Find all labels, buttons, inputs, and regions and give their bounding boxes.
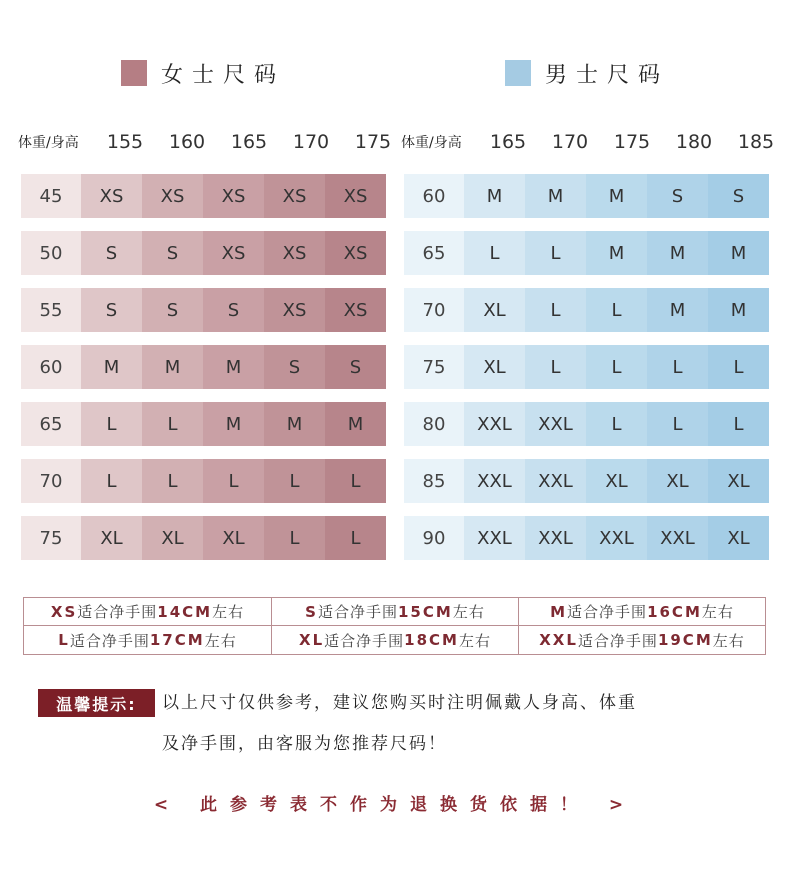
men-size-cell: L — [525, 288, 586, 332]
men-size-cell: XL — [708, 516, 769, 560]
women-size-cell: S — [325, 345, 386, 389]
women-height-header: 170 — [292, 131, 330, 153]
men-size-cell: M — [586, 231, 647, 275]
wrist-note: L 适合净手围 17CM 左右 — [24, 626, 272, 654]
men-size-cell: L — [586, 345, 647, 389]
men-table-body — [404, 174, 769, 573]
women-table-body — [21, 174, 386, 573]
men-table-row — [404, 231, 769, 275]
wrist-note: M 适合净手围 16CM 左右 — [519, 598, 765, 626]
men-table-row — [404, 288, 769, 332]
men-size-cell: L — [525, 345, 586, 389]
women-size-cell: XL — [203, 516, 264, 560]
women-size-cell: L — [264, 459, 325, 503]
women-weight-cell: 75 — [21, 516, 81, 560]
women-size-cell: XS — [325, 231, 386, 275]
women-title: 女士尺码 — [161, 62, 286, 88]
men-size-cell: XL — [464, 345, 525, 389]
men-size-cell: XXL — [586, 516, 647, 560]
men-size-cell: L — [525, 231, 586, 275]
women-size-cell: L — [142, 459, 203, 503]
wrist-note: XL 适合净手围 18CM 左右 — [272, 626, 519, 654]
tip-text-line-1: 以上尺寸仅供参考，建议您购买时注明佩戴人身高、体重 — [162, 693, 637, 713]
men-size-cell: L — [708, 402, 769, 446]
women-table-row — [21, 288, 386, 332]
men-size-cell: L — [647, 345, 708, 389]
women-size-cell: XS — [81, 174, 142, 218]
women-table-row — [21, 402, 386, 446]
men-table-row — [404, 459, 769, 503]
men-size-cell: XXL — [464, 516, 525, 560]
women-size-cell: L — [81, 459, 142, 503]
women-weight-cell: 50 — [21, 231, 81, 275]
women-size-cell: M — [142, 345, 203, 389]
men-size-cell: M — [647, 231, 708, 275]
women-height-header: 175 — [354, 131, 392, 153]
men-height-header: 185 — [737, 131, 775, 153]
women-size-cell: XS — [325, 174, 386, 218]
men-size-cell: XXL — [525, 516, 586, 560]
men-size-cell: XL — [647, 459, 708, 503]
women-size-cell: S — [203, 288, 264, 332]
women-table-row — [21, 174, 386, 218]
women-size-cell: S — [81, 231, 142, 275]
women-size-cell: L — [264, 516, 325, 560]
men-height-header: 175 — [613, 131, 651, 153]
men-weight-cell: 85 — [404, 459, 464, 503]
men-size-cell: XXL — [464, 459, 525, 503]
women-table-header — [18, 126, 404, 158]
women-weight-cell: 65 — [21, 402, 81, 446]
men-title: 男士尺码 — [545, 62, 670, 88]
women-size-cell: L — [325, 516, 386, 560]
men-corner-label: 体重/身高 — [401, 135, 462, 151]
women-size-table — [18, 126, 404, 549]
men-size-cell: M — [525, 174, 586, 218]
women-height-header: 165 — [230, 131, 268, 153]
women-size-cell: XL — [81, 516, 142, 560]
women-size-cell: L — [203, 459, 264, 503]
women-table-row — [21, 459, 386, 503]
women-size-cell: M — [203, 402, 264, 446]
men-table-row — [404, 174, 769, 218]
men-size-cell: M — [708, 288, 769, 332]
men-size-cell: XL — [586, 459, 647, 503]
men-legend — [505, 59, 669, 87]
men-height-header: 180 — [675, 131, 713, 153]
men-size-cell: L — [464, 231, 525, 275]
women-size-cell: XS — [264, 174, 325, 218]
men-size-cell: XXL — [525, 459, 586, 503]
women-size-cell: XS — [203, 231, 264, 275]
men-table-row — [404, 345, 769, 389]
women-table-row — [21, 516, 386, 560]
men-size-cell: XL — [708, 459, 769, 503]
men-size-cell: S — [647, 174, 708, 218]
women-legend — [121, 59, 285, 87]
women-weight-cell: 55 — [21, 288, 81, 332]
men-size-cell: L — [586, 402, 647, 446]
women-size-cell: XS — [142, 174, 203, 218]
men-height-header: 165 — [489, 131, 527, 153]
women-height-header: 155 — [106, 131, 144, 153]
men-color-swatch — [505, 60, 531, 86]
women-size-cell: S — [142, 231, 203, 275]
men-size-cell: L — [708, 345, 769, 389]
wrist-size-notes — [23, 597, 766, 655]
women-corner-label: 体重/身高 — [18, 135, 79, 151]
men-table-row — [404, 402, 769, 446]
men-weight-cell: 75 — [404, 345, 464, 389]
men-weight-cell: 65 — [404, 231, 464, 275]
men-size-cell: XXL — [647, 516, 708, 560]
women-table-row — [21, 345, 386, 389]
men-size-cell: M — [586, 174, 647, 218]
women-size-cell: M — [203, 345, 264, 389]
women-size-cell: L — [325, 459, 386, 503]
disclaimer-footer: < 此参考表不作为退换货依据！ > — [153, 795, 637, 815]
women-size-cell: S — [142, 288, 203, 332]
women-weight-cell: 45 — [21, 174, 81, 218]
men-weight-cell: 90 — [404, 516, 464, 560]
men-weight-cell: 60 — [404, 174, 464, 218]
women-size-cell: M — [325, 402, 386, 446]
women-weight-cell: 70 — [21, 459, 81, 503]
men-size-cell: M — [464, 174, 525, 218]
men-size-cell: XXL — [525, 402, 586, 446]
women-size-cell: XL — [142, 516, 203, 560]
women-size-cell: XS — [264, 231, 325, 275]
men-size-cell: M — [708, 231, 769, 275]
women-size-cell: XS — [325, 288, 386, 332]
wrist-note: XS 适合净手围 14CM 左右 — [24, 598, 272, 626]
men-size-cell: M — [647, 288, 708, 332]
men-weight-cell: 80 — [404, 402, 464, 446]
wrist-note: S 适合净手围 15CM 左右 — [272, 598, 519, 626]
women-size-cell: S — [264, 345, 325, 389]
men-size-cell: L — [647, 402, 708, 446]
men-size-cell: XL — [464, 288, 525, 332]
men-size-cell: S — [708, 174, 769, 218]
men-size-cell: L — [586, 288, 647, 332]
men-size-cell: XXL — [464, 402, 525, 446]
women-height-header: 160 — [168, 131, 206, 153]
women-size-cell: XS — [203, 174, 264, 218]
women-size-cell: L — [142, 402, 203, 446]
men-table-header — [401, 126, 787, 158]
men-size-table — [401, 126, 787, 549]
wrist-note: XXL 适合净手围 19CM 左右 — [539, 631, 745, 650]
men-weight-cell: 70 — [404, 288, 464, 332]
women-size-cell: XS — [264, 288, 325, 332]
women-size-cell: L — [81, 402, 142, 446]
women-size-cell: S — [81, 288, 142, 332]
women-table-row — [21, 231, 386, 275]
tip-text-line-2: 及净手围，由客服为您推荐尺码！ — [162, 734, 447, 754]
men-height-header: 170 — [551, 131, 589, 153]
women-color-swatch — [121, 60, 147, 86]
men-table-row — [404, 516, 769, 560]
women-size-cell: M — [264, 402, 325, 446]
women-size-cell: M — [81, 345, 142, 389]
tip-label: 温馨提示: — [38, 689, 155, 717]
women-weight-cell: 60 — [21, 345, 81, 389]
